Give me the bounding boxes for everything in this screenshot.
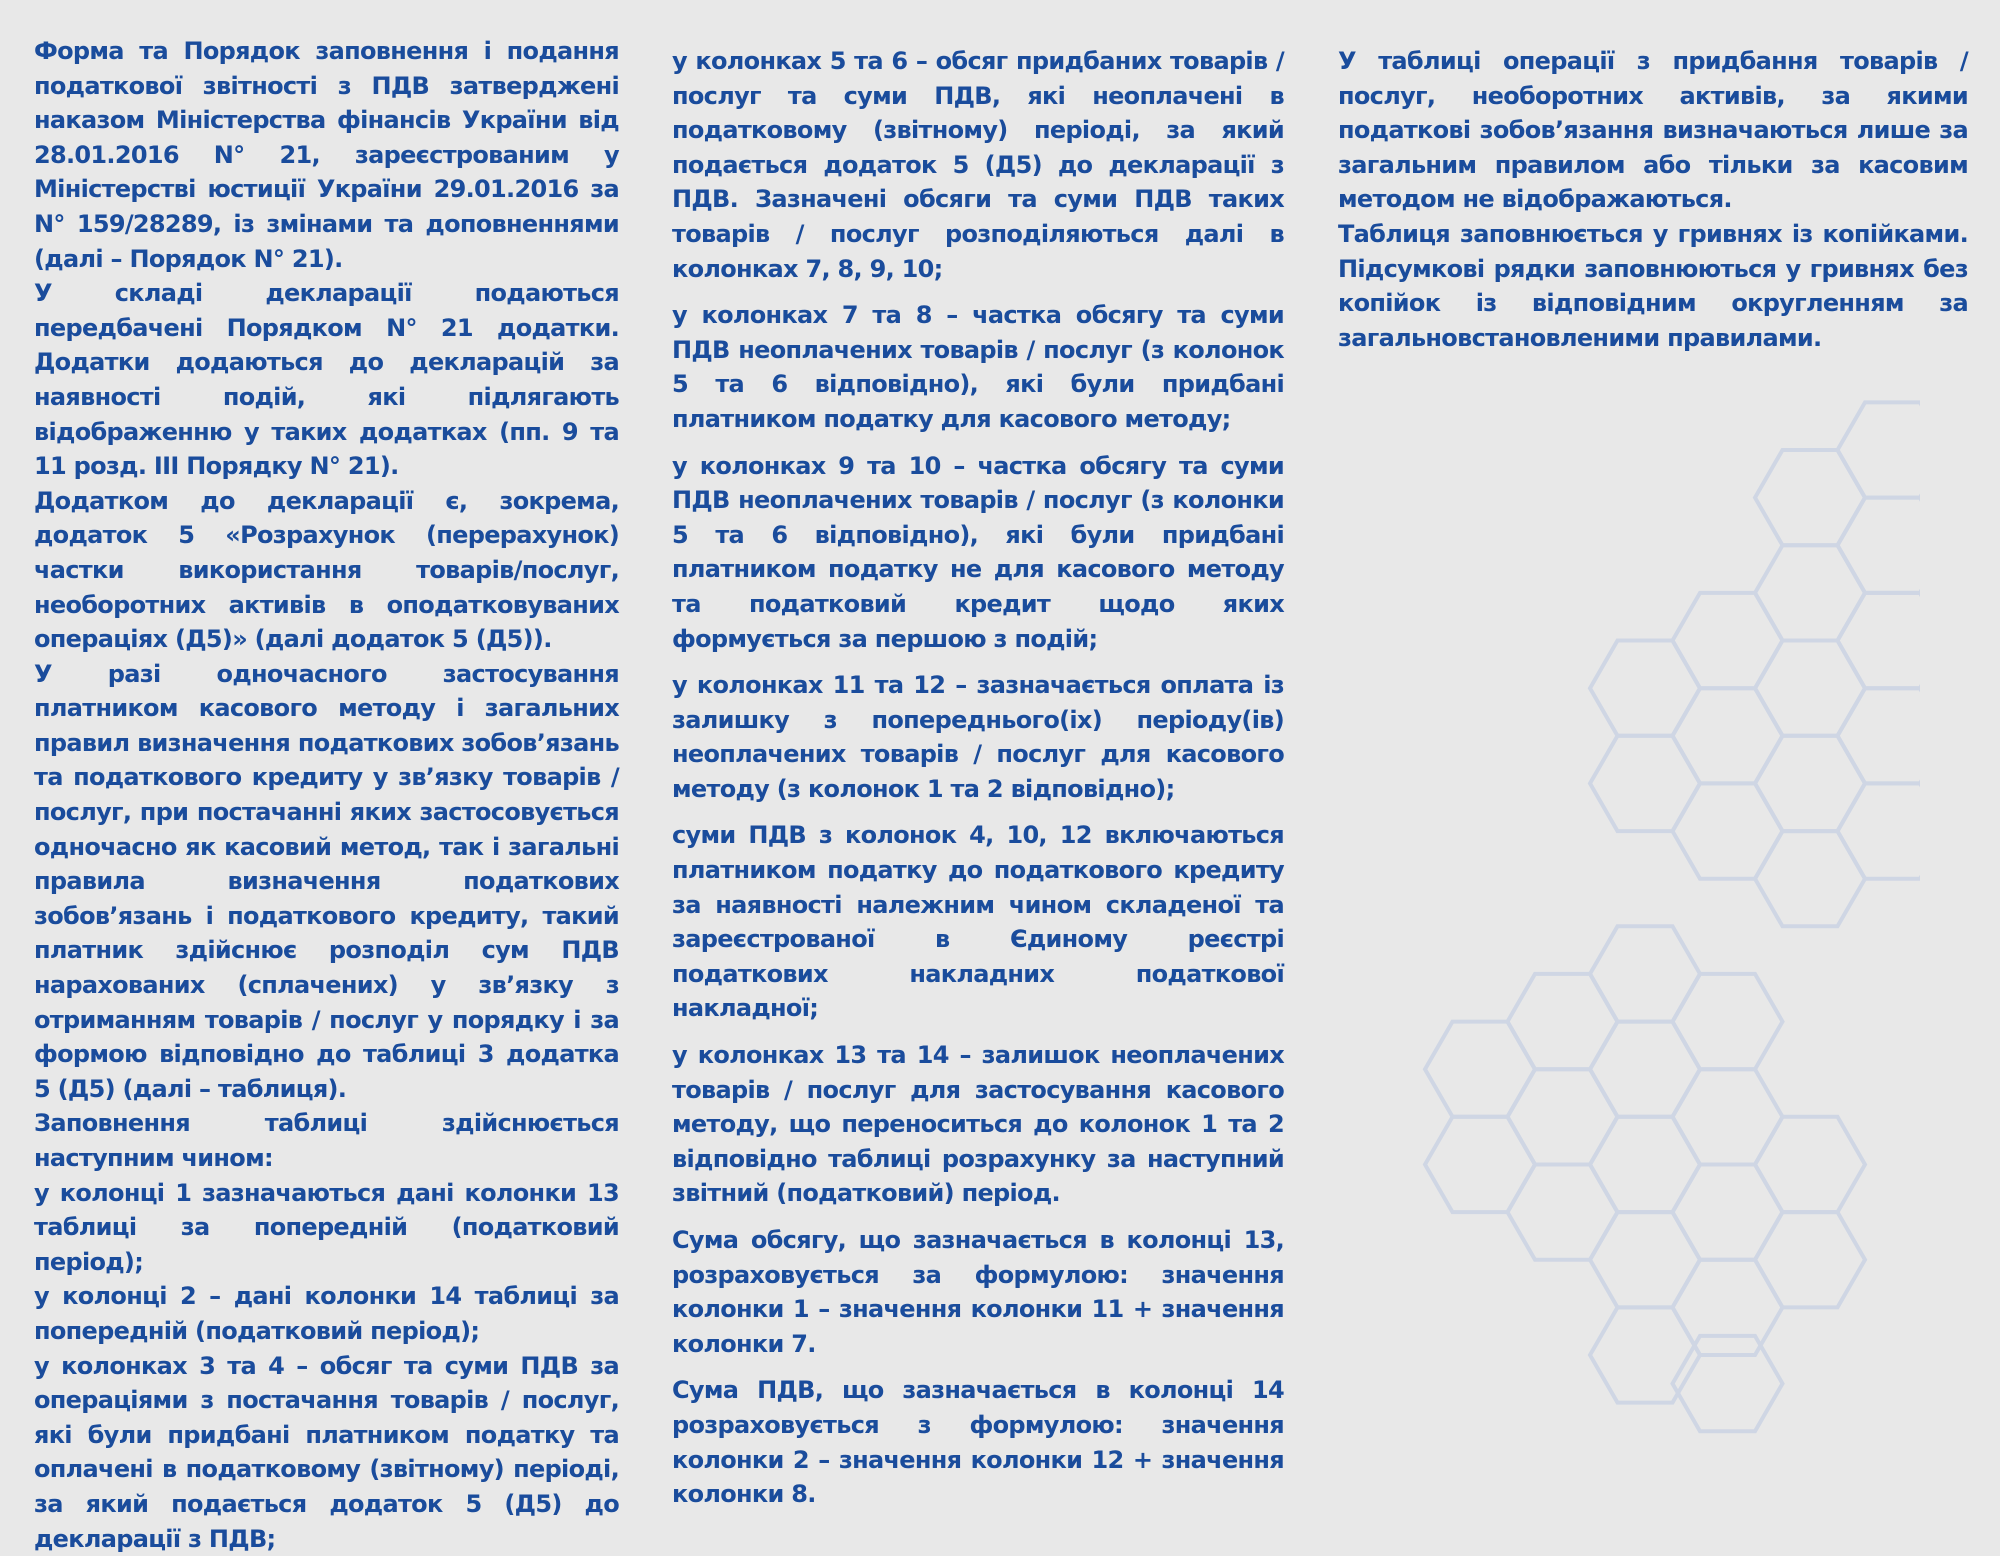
- hexagon-shape: [1838, 593, 1921, 688]
- hexagon-shape: [1673, 974, 1783, 1069]
- hexagon-shape: [1590, 1307, 1700, 1402]
- paragraph: Таблиця заповнюється у гривнях із копійками. Підсумкові рядки заповнюються у гривнях без копійок із відповідним округленням за загальновстановленими правилами.: [1338, 219, 1968, 352]
- paragraph: у колонках 3 та 4 – обсяг та суми ПДВ за операціями з постачання товарів / послуг, які були придбані платником податку та оплачені в податковому (звітному) періоді, за який подається додаток 5 (Д5) до декларації з ПДВ;: [34, 1351, 619, 1553]
- paragraph: Сума ПДВ, що зазначається в колонці 14 розраховується з формулою: значення колонки 2 – значення колонки 12 + значення колонки 8.: [672, 1376, 1284, 1509]
- hexagon-shape: [1755, 736, 1865, 831]
- hexagon-shape: [1755, 1212, 1865, 1307]
- hexagon-shape: [1508, 1069, 1618, 1164]
- hexagon-shape: [1425, 1117, 1535, 1212]
- hexagon-shape: [1508, 974, 1618, 1069]
- hexagon-shape: [1838, 688, 1921, 783]
- hexagon-shape: [1838, 498, 1921, 593]
- paragraph: у колонках 5 та 6 – обсяг придбаних товарів / послуг та суми ПДВ, які неоплачені в податковому (звітному) періоді, за який подається додаток 5 (Д5) до декларації з ПДВ. Зазначені обсяги та суми ПДВ таких товарів / послуг розподіляються далі в колонках 7, 8, 9, 10;: [672, 47, 1284, 283]
- hexagon-shape: [1673, 1336, 1783, 1431]
- paragraph: у колонках 7 та 8 – частка обсягу та суми ПДВ неоплачених товарів / послуг (з колонок 5 та 6 відповідно), які були придбані платником податку для касового методу;: [672, 301, 1284, 433]
- hexagon-shape: [1673, 1165, 1783, 1260]
- hexagon-shape: [1673, 783, 1783, 878]
- hexagon-shape: [1755, 1117, 1865, 1212]
- hexagon-pattern-decoration: [1340, 395, 1920, 1445]
- paragraph: У складі декларації подаються передбачені Порядком N° 21 додатки. Додатки додаються до декларацій за наявності подій, які підлягають відображенню у таких додатках (пп. 9 та 11 розд. ІІІ Порядку N° 21).: [34, 279, 619, 481]
- hexagon-shape: [1425, 1022, 1535, 1117]
- paragraph: у колонках 9 та 10 – частка обсягу та суми ПДВ неоплачених товарів / послуг (з колонки 5 та 6 відповідно), які були придбані платником податку не для касового методу та податковий кредит щодо яких формується за першою з подій;: [672, 451, 1284, 653]
- paragraph: У разі одночасного застосування платником касового методу і загальних правил визначення податкових зобов’язань та податкового кредиту у зв’язку товарів / послуг, при постачанні яких застосовується одночасно як касовий метод, так і загальні правила визначення податкових зобов’язань і податкового кредиту, такий платник здійснює розподіл сум ПДВ нарахованих (сплачених) у зв’язку з отриманням товарів / послуг у порядку і за формою відповідно до таблиці 3 додатка 5 (Д5) (далі – таблиця).: [34, 659, 619, 1103]
- hexagon-shape: [1755, 641, 1865, 736]
- paragraph: у колонках 13 та 14 – залишок неоплачених товарів / послуг для застосування касового методу, що переноситься до колонок 1 та 2 відповідно таблиці розрахунку за наступний звітний (податковий) період.: [672, 1041, 1284, 1208]
- hexagon-shape: [1590, 641, 1700, 736]
- hexagon-shape: [1590, 1022, 1700, 1117]
- hexagon-shape: [1590, 736, 1700, 831]
- paragraph: Сума обсягу, що зазначається в колонці 13, розраховується за формулою: значення колонки 1 – значення колонки 11 + значення колонки 7.: [672, 1226, 1284, 1358]
- hexagon-shape: [1590, 1212, 1700, 1307]
- column-left: [34, 34, 619, 1556]
- hexagon-shape: [1838, 402, 1921, 497]
- paragraph: у колонці 2 – дані колонки 14 таблиці за попередній (податковий період);: [34, 1282, 619, 1345]
- hexagon-shape: [1508, 1165, 1618, 1260]
- hexagon-shape: [1590, 1117, 1700, 1212]
- column-right: [1338, 44, 1968, 355]
- hexagon-shape: [1673, 1260, 1783, 1355]
- column-middle: [672, 44, 1284, 1524]
- paragraph: у колонці 1 зазначаються дані колонки 13 таблиці за попередній (податковий період);: [34, 1178, 619, 1276]
- paragraph: У таблиці операції з придбання товарів / послуг, необоротних активів, за якими податкові зобов’язання визначаються лише за загальним правилом або тільки за касовим методом не відображаються.: [1338, 47, 1968, 214]
- paragraph: суми ПДВ з колонок 4, 10, 12 включаються платником податку до податкового кредиту за наявності належним чином складеної та зареєстрованої в Єдиному реєстрі податкових накладних податкової накладної;: [672, 821, 1284, 1023]
- hexagon-shape: [1755, 831, 1865, 926]
- hexagon-shape: [1673, 1069, 1783, 1164]
- paragraph: Форма та Порядок заповнення і подання податкової звітності з ПДВ затверджені наказом Міністерства фінансів України від 28.01.2016 N° 21, зареєстрованим у Міністерстві юстиції України 29.01.2016 за N° 159/28289, із змінами та доповненнями (далі – Порядок N° 21).: [34, 37, 619, 273]
- hexagon-shape: [1673, 688, 1783, 783]
- paragraph: Заповнення таблиці здійснюється наступним чином:: [34, 1109, 619, 1172]
- hexagon-shape: [1673, 593, 1783, 688]
- hexagon-shape: [1755, 545, 1865, 640]
- hexagon-shape: [1590, 926, 1700, 1021]
- paragraph: Додатком до декларації є, зокрема, додаток 5 «Розрахунок (перерахунок) частки використання товарів/послуг, необоротних активів в оподатковуваних операціях (Д5)» (далі додаток 5 (Д5)).: [34, 486, 619, 654]
- hexagon-shape: [1755, 450, 1865, 545]
- paragraph: у колонках 11 та 12 – зазначається оплата із залишку з попереднього(іх) періоду(ів) неоплачених товарів / послуг для касового методу (з колонок 1 та 2 відповідно);: [672, 671, 1284, 803]
- hexagon-shape: [1838, 783, 1921, 878]
